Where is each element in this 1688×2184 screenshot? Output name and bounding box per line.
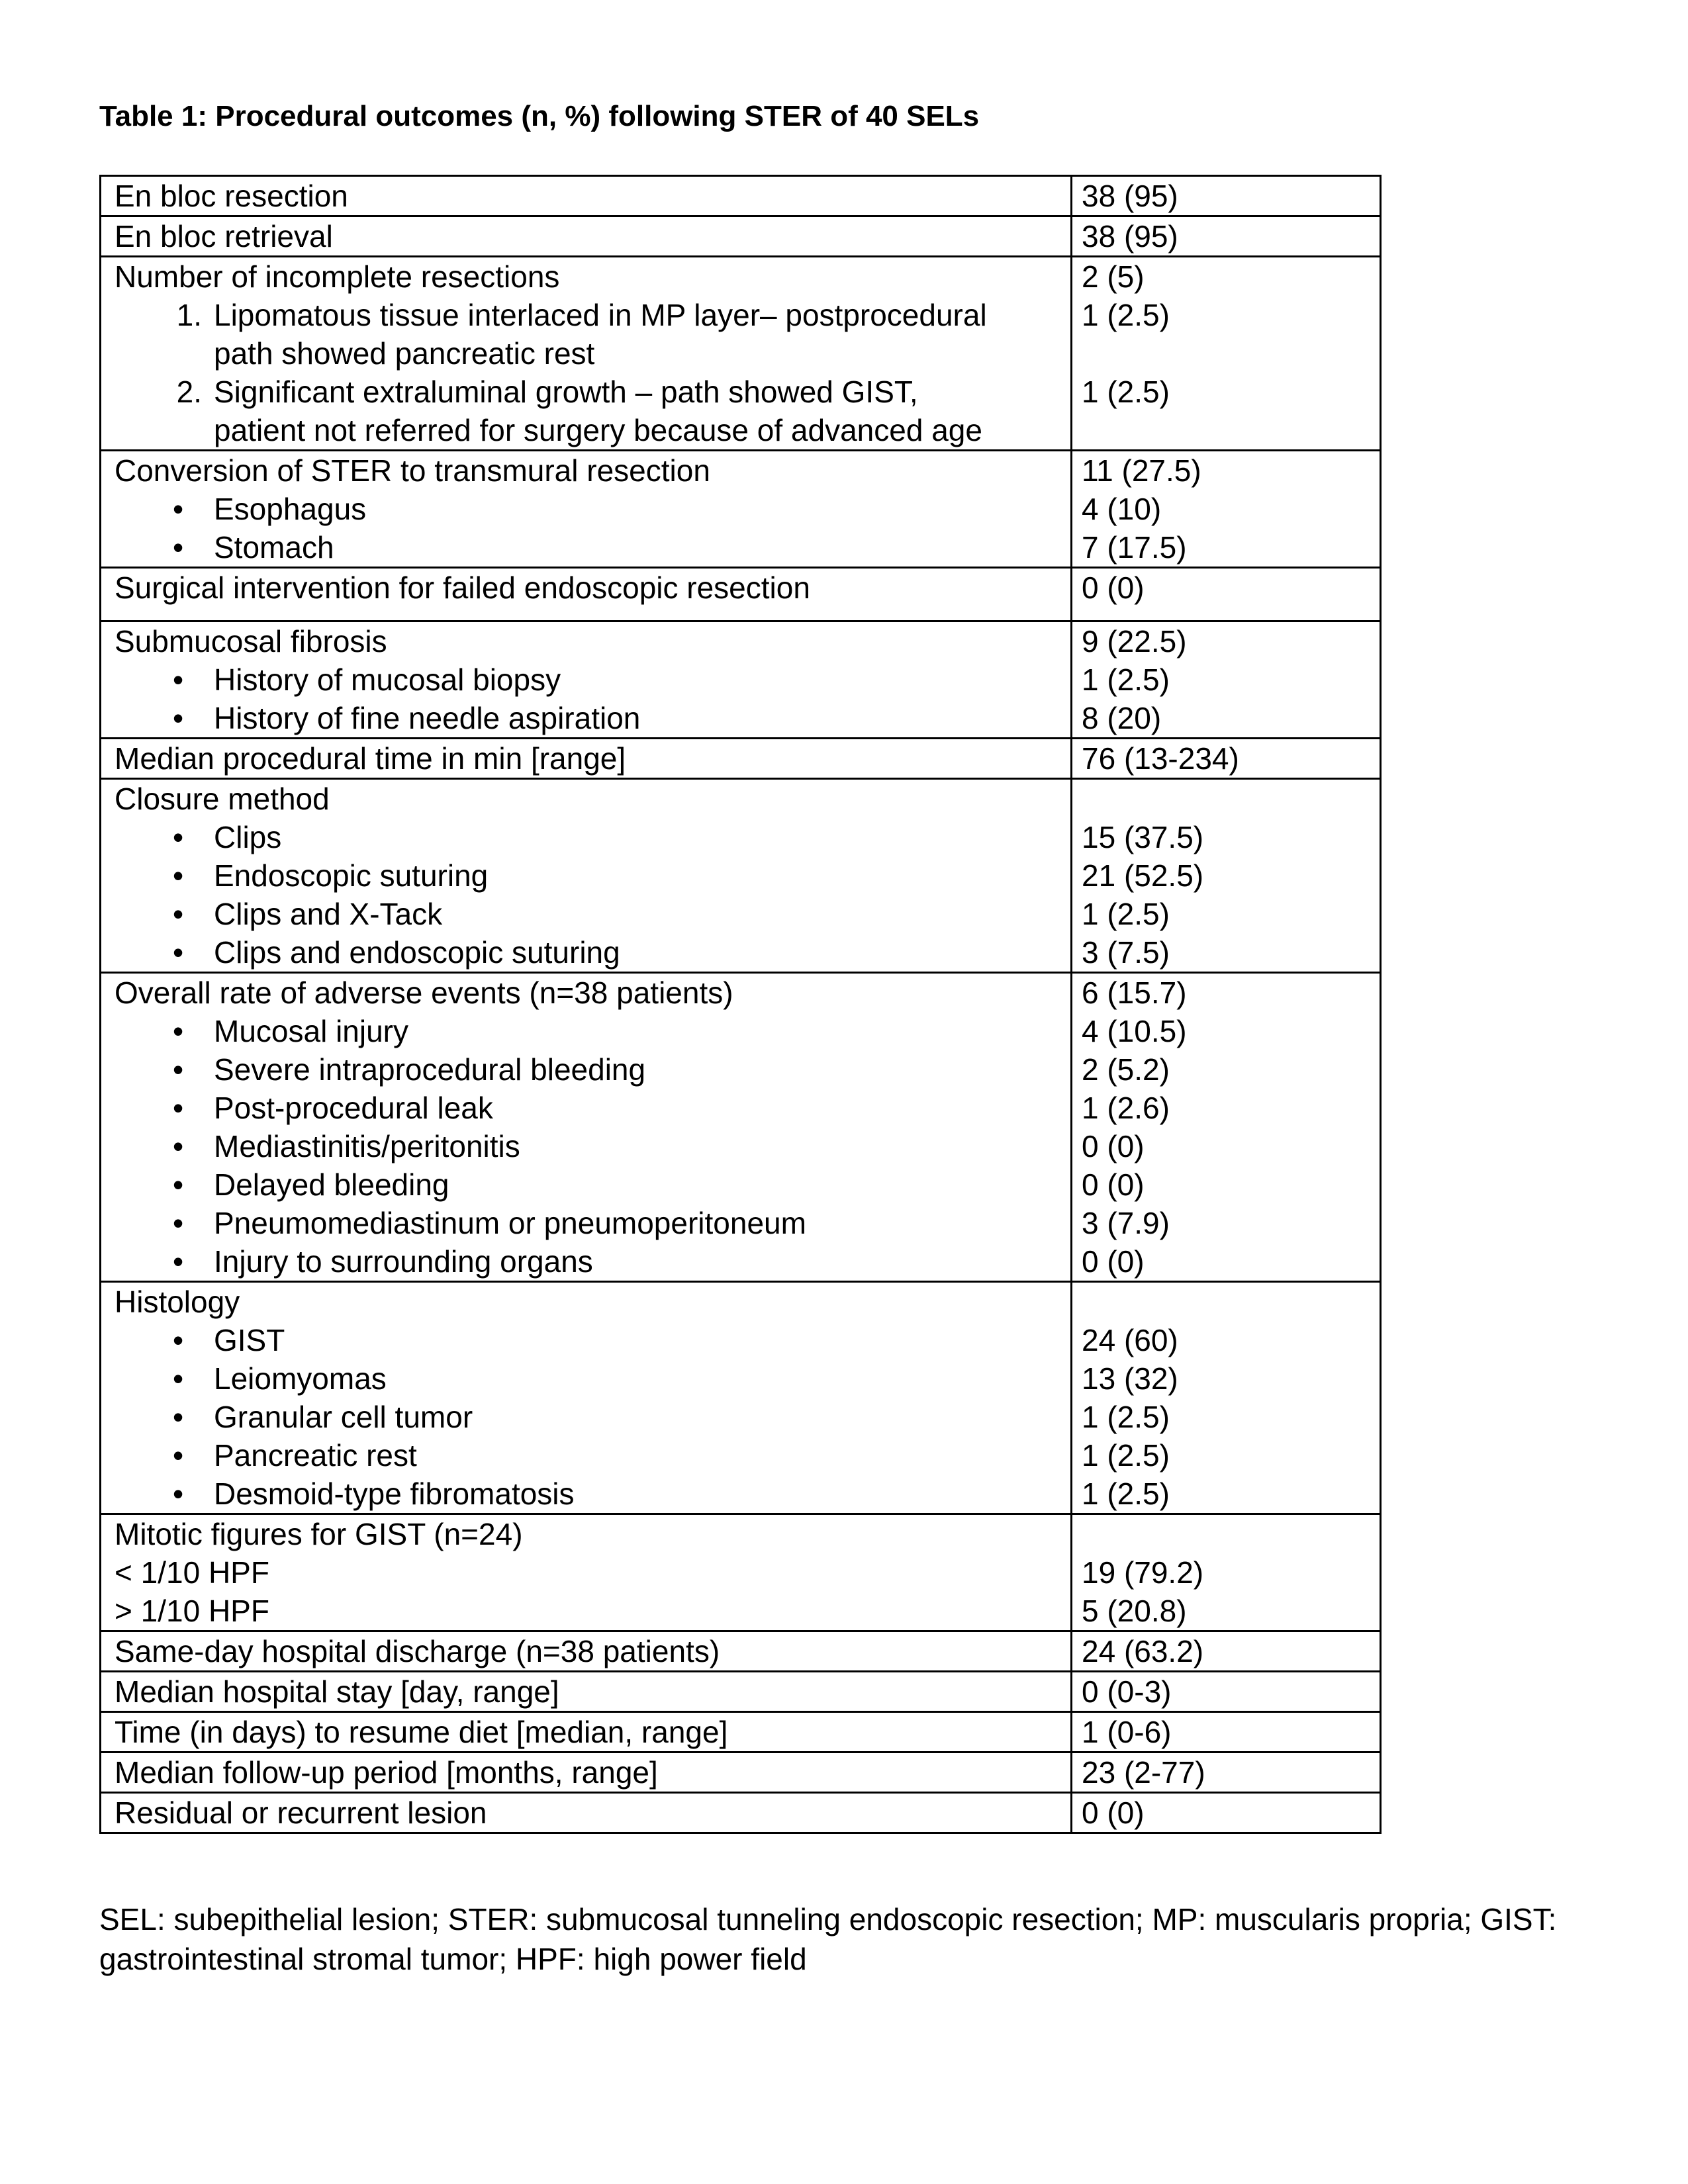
- row-value: [1072, 780, 1380, 818]
- bullet-item: Desmoid-type fibromatosis •: [101, 1475, 1070, 1513]
- bullet-item: Mucosal injury •: [101, 1012, 1070, 1050]
- row-label: Closure method: [115, 782, 330, 816]
- numbered-item-line: Significant extraluminal growth – path showed GIST, 2.: [101, 373, 1070, 411]
- bullet-item: History of mucosal biopsy •: [101, 660, 1070, 699]
- table-row: [101, 1793, 1381, 1833]
- value-spacer: [1072, 411, 1380, 449]
- row-value: 38 (95): [1082, 179, 1178, 213]
- bullet-item: Clips and endoscopic suturing •: [101, 933, 1070, 972]
- table-row: [101, 973, 1381, 1282]
- bullet-icon: •: [172, 858, 184, 893]
- numbered-item-line: Lipomatous tissue interlaced in MP layer– postprocedural 1.: [101, 296, 1070, 334]
- row-value: 9 (22.5): [1082, 624, 1187, 659]
- table-row: [101, 779, 1381, 973]
- table-row: [101, 739, 1381, 779]
- row-value-cell: [1072, 451, 1381, 568]
- value-spacer: [1072, 334, 1380, 373]
- bullet-item: Pneumomediastinum or pneumoperitoneum •: [101, 1204, 1070, 1242]
- bullet-item-value: 0 (0): [1082, 1129, 1145, 1163]
- table-row: [101, 621, 1381, 739]
- bullet-item-value: 0 (0): [1082, 1244, 1145, 1279]
- row-value-cell: [1072, 1282, 1381, 1514]
- row-label-cell: [101, 1712, 1072, 1752]
- row-label-cell: [101, 973, 1072, 1282]
- row-value-cell: [1072, 621, 1381, 739]
- bullet-item: GIST •: [101, 1321, 1070, 1359]
- bullet-item-value: 1 (2.5): [1082, 1477, 1170, 1511]
- row-value-cell: [1072, 779, 1381, 973]
- row-label-cell: [101, 176, 1072, 216]
- row-label: En bloc retrieval: [115, 219, 333, 253]
- bullet-item-value: 1 (2.5): [1082, 1400, 1170, 1434]
- row-value-cell: [1072, 257, 1381, 451]
- bullet-item-value: 1 (2.5): [1082, 1438, 1170, 1473]
- bullet-item: Granular cell tumor •: [101, 1398, 1070, 1436]
- row-value: 2 (5): [1082, 259, 1145, 294]
- row-label-cell: [101, 216, 1072, 257]
- row-value: 11 (27.5): [1082, 453, 1201, 488]
- row-label: Time (in days) to resume diet [median, range]: [115, 1715, 728, 1749]
- row-label: Median follow-up period [months, range]: [115, 1755, 658, 1790]
- table-row: [101, 176, 1381, 216]
- row-value: [1072, 1283, 1380, 1321]
- row-value-cell: [1072, 1752, 1381, 1793]
- bullet-item: Post-procedural leak •: [101, 1089, 1070, 1127]
- numbered-item-line: patient not referred for surgery because of advanced age: [214, 413, 982, 447]
- row-label-cell: [101, 779, 1072, 973]
- row-value: 1 (0-6): [1082, 1715, 1172, 1749]
- row-label: Histology: [115, 1285, 240, 1319]
- row-value-cell: [1072, 216, 1381, 257]
- bullet-icon: •: [172, 530, 184, 565]
- row-label-cell: [101, 1672, 1072, 1712]
- bullet-icon: •: [172, 1400, 184, 1434]
- table-row: [101, 216, 1381, 257]
- row-value: 6 (15.7): [1082, 976, 1187, 1010]
- row-label-cell: [101, 451, 1072, 568]
- numbered-item-value: 1 (2.5): [1082, 298, 1170, 332]
- row-value: [1072, 1515, 1380, 1553]
- row-label: En bloc resection: [115, 179, 348, 213]
- bullet-icon: •: [172, 935, 184, 970]
- bullet-icon: •: [172, 820, 184, 854]
- row-spacing: [1072, 607, 1380, 620]
- row-value: 19 (79.2): [1082, 1555, 1204, 1590]
- bullet-icon: •: [172, 1052, 184, 1087]
- row-value-cell: [1072, 739, 1381, 779]
- row-value: 76 (13-234): [1082, 741, 1239, 776]
- bullet-item: Delayed bleeding •: [101, 1165, 1070, 1204]
- row-label: Surgical intervention for failed endoscopic resection: [115, 570, 810, 605]
- table-row: [101, 451, 1381, 568]
- bullet-item-value: 4 (10): [1082, 492, 1162, 526]
- bullet-icon: •: [172, 1323, 184, 1357]
- bullet-item-value: 3 (7.9): [1082, 1206, 1170, 1240]
- row-label-cell: [101, 1514, 1072, 1631]
- bullet-icon: •: [172, 1129, 184, 1163]
- row-label: > 1/10 HPF: [115, 1594, 269, 1628]
- row-label: Submucosal fibrosis: [115, 624, 387, 659]
- row-value: 23 (2-77): [1082, 1755, 1205, 1790]
- bullet-item-value: 3 (7.5): [1082, 935, 1170, 970]
- table-footnote: SEL: subepithelial lesion; STER: submucosal tunneling endoscopic resection; MP: muscularis propria; GIST: gastrointestinal stromal tumor; HPF: high power field: [99, 1902, 1557, 1976]
- bullet-item-value: 21 (52.5): [1082, 858, 1204, 893]
- bullet-item-value: 13 (32): [1082, 1361, 1178, 1396]
- table-title: Table 1: Procedural outcomes (n, %) following STER of 40 SELs: [99, 100, 980, 132]
- bullet-item-value: 1 (2.6): [1082, 1091, 1170, 1125]
- bullet-item: Leiomyomas •: [101, 1359, 1070, 1398]
- row-label: Overall rate of adverse events (n=38 patients): [115, 976, 733, 1010]
- row-label-cell: [101, 1282, 1072, 1514]
- bullet-icon: •: [172, 1167, 184, 1202]
- row-label-cell: [101, 739, 1072, 779]
- row-value-cell: [1072, 973, 1381, 1282]
- row-label-cell: [101, 621, 1072, 739]
- row-value-cell: [1072, 1514, 1381, 1631]
- bullet-item: Esophagus •: [101, 490, 1070, 528]
- bullet-item: Severe intraprocedural bleeding •: [101, 1050, 1070, 1089]
- row-label: Number of incomplete resections: [115, 259, 560, 294]
- row-label-cell: [101, 568, 1072, 621]
- bullet-item-value: 2 (5.2): [1082, 1052, 1170, 1087]
- bullet-item: Clips and X-Tack •: [101, 895, 1070, 933]
- row-label-cell: [101, 1631, 1072, 1672]
- bullet-icon: •: [172, 1091, 184, 1125]
- row-spacing: [101, 607, 1070, 620]
- row-label-cell: [101, 257, 1072, 451]
- table-row: [101, 257, 1381, 451]
- bullet-item-value: 4 (10.5): [1082, 1014, 1187, 1048]
- table-row: [101, 1752, 1381, 1793]
- bullet-item-value: 1 (2.5): [1082, 897, 1170, 931]
- table-row: [101, 568, 1381, 621]
- bullet-item: Clips •: [101, 818, 1070, 856]
- row-value: 0 (0): [1082, 570, 1145, 605]
- numbered-item-line: path showed pancreatic rest: [214, 336, 595, 371]
- row-value-cell: [1072, 176, 1381, 216]
- bullet-item: Pancreatic rest •: [101, 1436, 1070, 1475]
- bullet-item: Injury to surrounding organs •: [101, 1242, 1070, 1281]
- bullet-item-value: 15 (37.5): [1082, 820, 1204, 854]
- bullet-item: History of fine needle aspiration •: [101, 699, 1070, 737]
- bullet-item: Stomach •: [101, 528, 1070, 567]
- bullet-icon: •: [172, 1438, 184, 1473]
- row-value-cell: [1072, 1672, 1381, 1712]
- row-value: 0 (0): [1082, 1796, 1145, 1830]
- row-value: 38 (95): [1082, 219, 1178, 253]
- item-number: 2.: [176, 375, 202, 409]
- row-value: 0 (0-3): [1082, 1674, 1172, 1709]
- item-number: 1.: [176, 298, 202, 332]
- bullet-icon: •: [172, 1244, 184, 1279]
- row-value: 24 (63.2): [1082, 1634, 1204, 1668]
- numbered-item-value: 1 (2.5): [1082, 375, 1170, 409]
- bullet-item: Endoscopic suturing •: [101, 856, 1070, 895]
- row-label: Median hospital stay [day, range]: [115, 1674, 559, 1709]
- bullet-item-value: 24 (60): [1082, 1323, 1178, 1357]
- row-label: Same-day hospital discharge (n=38 patients): [115, 1634, 720, 1668]
- row-value-cell: [1072, 1793, 1381, 1833]
- bullet-item-value: 8 (20): [1082, 701, 1162, 735]
- table-row: [101, 1282, 1381, 1514]
- row-label: Mitotic figures for GIST (n=24): [115, 1517, 523, 1551]
- row-value-cell: [1072, 1631, 1381, 1672]
- table-row: [101, 1712, 1381, 1752]
- row-label: Residual or recurrent lesion: [115, 1796, 487, 1830]
- row-label-cell: [101, 1793, 1072, 1833]
- row-label: Median procedural time in min [range]: [115, 741, 626, 776]
- bullet-icon: •: [172, 701, 184, 735]
- table-row: [101, 1672, 1381, 1712]
- bullet-item-value: 7 (17.5): [1082, 530, 1187, 565]
- row-label-cell: [101, 1752, 1072, 1793]
- bullet-icon: •: [172, 1206, 184, 1240]
- table-row: [101, 1514, 1381, 1631]
- outcomes-table: [99, 175, 1382, 1834]
- row-label: Conversion of STER to transmural resection: [115, 453, 710, 488]
- bullet-item-value: 1 (2.5): [1082, 662, 1170, 697]
- bullet-icon: •: [172, 492, 184, 526]
- row-label: < 1/10 HPF: [115, 1555, 269, 1590]
- bullet-item: Mediastinitis/peritonitis •: [101, 1127, 1070, 1165]
- row-value-cell: [1072, 568, 1381, 621]
- bullet-icon: •: [172, 897, 184, 931]
- row-value: 5 (20.8): [1082, 1594, 1187, 1628]
- bullet-icon: •: [172, 1477, 184, 1511]
- bullet-item-value: 0 (0): [1082, 1167, 1145, 1202]
- bullet-icon: •: [172, 1361, 184, 1396]
- row-value-cell: [1072, 1712, 1381, 1752]
- bullet-icon: •: [172, 662, 184, 697]
- table-row: [101, 1631, 1381, 1672]
- bullet-icon: •: [172, 1014, 184, 1048]
